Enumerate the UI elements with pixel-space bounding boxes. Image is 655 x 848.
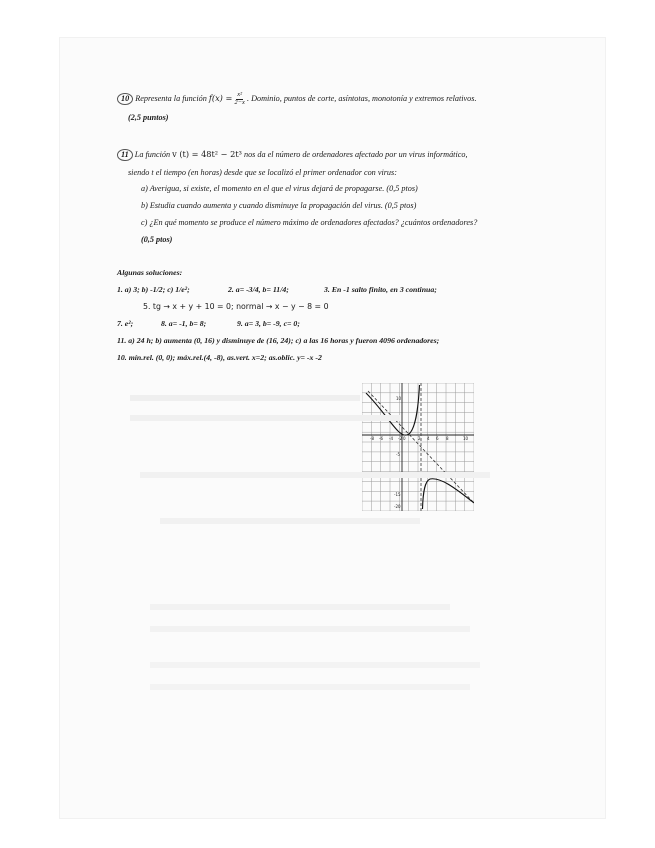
- question-10-fraction: [234, 92, 245, 106]
- x-tick-label: 6: [436, 436, 439, 441]
- question-11-part-c: c) ¿En qué momento se produce el número máximo de ordenadores afectados? ¿cuántos ordenadores?: [141, 218, 478, 227]
- show-through-block: [150, 604, 450, 610]
- question-11-part-c-points: (0,5 ptos): [141, 235, 173, 244]
- question-11-line2: siendo t el tiempo (en horas) desde que se localizó el primer ordenador con virus:: [128, 168, 397, 177]
- show-through-block: [130, 415, 400, 421]
- question-11-function: v (t) = 48t² − 2t³: [172, 149, 242, 159]
- solution-5: 5. tg → x + y + 10 = 0; normal → x − y − 8 = 0: [143, 302, 329, 311]
- solution-2: 2. a= -3/4, b= 11/4;: [228, 285, 289, 294]
- solution-8: 8. a= -1, b= 8;: [161, 319, 207, 328]
- function-graph: [362, 383, 474, 511]
- x-tick-label: 0: [403, 436, 406, 441]
- fraction-numerator: x²: [237, 91, 243, 98]
- show-through-block: [160, 518, 420, 524]
- show-through-block: [150, 684, 470, 690]
- oblique-asymptote: [368, 391, 474, 503]
- question-11-lead: La función: [134, 150, 171, 159]
- show-through-block: [130, 395, 360, 401]
- page-header: [200, 28, 420, 36]
- x-tick-label: -4: [389, 436, 393, 441]
- question-10-function: f(x) =: [208, 92, 233, 103]
- question-11-part-b: b) Estudia cuando aumenta y cuando disminuye la propagación del virus. (0,5 ptos): [141, 201, 417, 210]
- question-11-part-a: a) Averigua, si existe, el momento en el que el virus dejará de propagarse. (0,5 ptos): [141, 184, 418, 193]
- y-tick-label: -15: [394, 492, 401, 497]
- x-tick-label: 2: [418, 436, 421, 441]
- x-tick-label: -6: [379, 436, 383, 441]
- solution-1: 1. a) 3; b) -1/2; c) 1/e²;: [117, 285, 190, 294]
- question-10: [117, 92, 537, 106]
- solution-10: 10. mín.rel. (0, 0); máx.rel.(4, -8), as.vert. x=2; as.oblic. y= -x -2: [117, 353, 322, 362]
- x-tick-label: -8: [370, 436, 374, 441]
- question-11-number: 11: [117, 149, 133, 161]
- y-tick-label: 10: [396, 396, 402, 401]
- solution-3: 3. En -1 salto finito, en 3 continua;: [324, 285, 437, 294]
- show-through-block: [140, 472, 490, 478]
- question-11: [117, 149, 547, 161]
- question-11-tail: nos da el número de ordenadores afectado por un virus informático,: [243, 150, 468, 159]
- fraction-denominator: 2−x: [234, 98, 245, 106]
- solution-7: 7. e²;: [117, 319, 134, 328]
- y-tick-label: -20: [394, 504, 401, 509]
- curve-left-branch: [366, 385, 420, 435]
- question-10-tail: . Dominio, puntos de corte, asíntotas, monotonía y extremos relativos.: [246, 93, 477, 103]
- curve-right-branch: [423, 479, 475, 509]
- solutions-title: Algunas soluciones:: [117, 268, 183, 277]
- question-10-points: (2,5 puntos): [128, 113, 169, 122]
- solution-11: 11. a) 24 h; b) aumenta (0, 16) y disminuye de (16, 24); c) a las 16 horas y fueron 4096 ordenadores;: [117, 336, 440, 345]
- question-10-lead: Representa la función: [135, 93, 207, 103]
- show-through-block: [150, 626, 470, 632]
- x-tick-label: -2: [398, 436, 402, 441]
- show-through-block: [150, 662, 480, 668]
- y-tick-label: -5: [396, 452, 400, 457]
- x-tick-label: 8: [446, 436, 449, 441]
- x-tick-label: 10: [463, 436, 469, 441]
- x-tick-label: 4: [427, 436, 430, 441]
- question-10-number: 10: [117, 93, 133, 105]
- solution-9: 9. a= 3, b= -9, c= 0;: [237, 319, 300, 328]
